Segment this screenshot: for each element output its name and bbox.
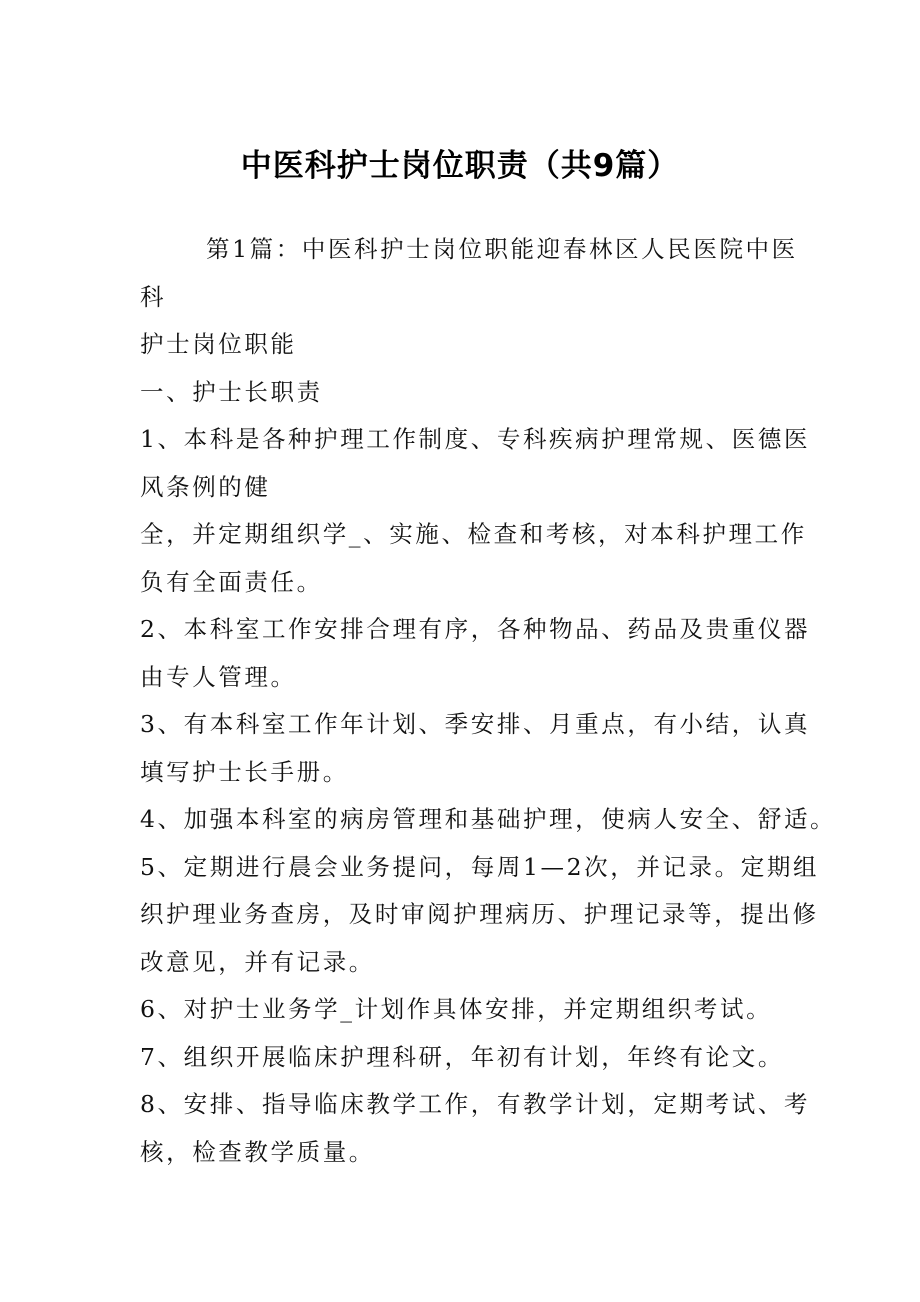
text-line: 科: [140, 282, 167, 311]
text-line: 3、有本科室工作年计划、季安排、月重点，有小结，认真: [140, 710, 811, 738]
text-line: 填写护士长手册。: [140, 757, 349, 786]
document-body: [140, 226, 837, 1176]
text-line: 改意见，并有记录。: [140, 947, 375, 976]
text-line: 1、本科是各种护理工作制度、专科疾病护理常规、医德医: [140, 425, 811, 453]
text-line: 负有全面责任。: [140, 567, 323, 596]
document-title: 中医科护士岗位职责（共9篇）: [240, 148, 680, 184]
text-line: 4、加强本科室的病房管理和基础护理，使病人安全、舒适。: [140, 805, 837, 833]
text-line: 6、对护士业务学_计划作具体安排，并定期组织考试。: [140, 995, 773, 1023]
text-line: 由专人管理。: [140, 662, 297, 691]
text-line: 护士岗位职能: [140, 330, 297, 358]
text-line: 全，并定期组织学_、实施、检查和考核，对本科护理工作: [140, 520, 807, 548]
text-line: 核，检查教学质量。: [140, 1137, 375, 1166]
section-heading-line: 第1篇：中医科护士岗位职能迎春林区人民医院中医: [206, 235, 798, 263]
text-line: 8、安排、指导临床教学工作，有教学计划，定期考试、考: [140, 1090, 811, 1118]
text-line: 7、组织开展临床护理科研，年初有计划，年终有论文。: [140, 1042, 784, 1071]
text-line: 风条例的健: [140, 472, 271, 501]
text-line: 2、本科室工作安排合理有序，各种物品、药品及贵重仪器: [140, 615, 811, 643]
text-line: 5、定期进行晨会业务提问，每周1—2次，并记录。定期组: [140, 852, 820, 881]
text-line: 织护理业务查房，及时审阅护理病历、护理记录等，提出修: [140, 900, 819, 928]
text-line: 一、护士长职责: [140, 377, 323, 406]
